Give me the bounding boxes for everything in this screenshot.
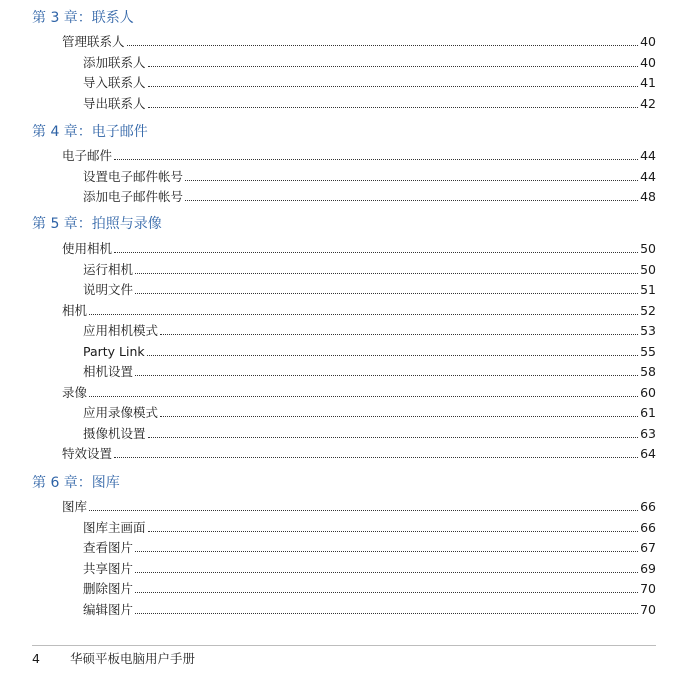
toc-entry-label: 编辑图片 (83, 601, 134, 617)
toc-entry-page-number: 50 (640, 261, 656, 277)
chapter-title: 第 6 章：图库 (32, 475, 120, 491)
toc-entry-page-number: 44 (640, 148, 656, 163)
toc-subsection-link[interactable] (83, 281, 656, 297)
toc-entry-page-number: 60 (640, 384, 656, 400)
toc-section-link[interactable] (62, 240, 656, 256)
dot-leader (148, 86, 639, 87)
toc-entry-page-number: 70 (640, 581, 656, 596)
dot-leader (135, 572, 638, 573)
toc-entry-page-number: 42 (640, 95, 656, 111)
dot-leader (135, 375, 638, 376)
toc-entry-page-number: 50 (640, 241, 656, 256)
dot-leader (160, 416, 638, 417)
dot-leader (185, 200, 638, 201)
dot-leader (135, 592, 638, 593)
toc-entry-page-number: 40 (640, 54, 656, 70)
toc-section-link[interactable] (62, 498, 656, 514)
dot-leader (89, 396, 638, 397)
toc-entry-label: 说明文件 (83, 282, 134, 297)
toc-entry-page-number: 53 (640, 323, 656, 338)
toc-subsection-link[interactable] (83, 343, 656, 359)
toc-subsection-link[interactable] (83, 601, 656, 617)
toc-entry-page-number: 70 (640, 601, 656, 617)
toc-entry-page-number: 40 (640, 34, 656, 49)
chapter-title: 第 3 章：联系人 (32, 10, 134, 26)
toc-entry-label: 特效设置 (62, 446, 113, 461)
toc-subsection-link[interactable] (83, 322, 656, 338)
toc-subsection-link[interactable] (83, 54, 656, 70)
toc-entry-page-number: 58 (640, 364, 656, 379)
toc-entry-page-number: 64 (640, 446, 656, 461)
toc-entry-page-number: 51 (640, 282, 656, 297)
footer-divider (32, 645, 656, 646)
toc-entry-label: 摄像机设置 (83, 425, 146, 441)
toc-entry-label: 添加电子邮件帐号 (83, 189, 184, 204)
dot-leader (135, 613, 638, 614)
toc-subsection-link[interactable] (83, 188, 656, 204)
dot-leader (89, 510, 638, 511)
toc-entry-page-number: 41 (640, 75, 656, 90)
toc-entry-label: 删除图片 (83, 581, 134, 596)
dot-leader (135, 293, 638, 294)
toc-entry-page-number: 66 (640, 519, 656, 535)
dot-leader (148, 437, 639, 438)
toc-entry-page-number: 66 (640, 499, 656, 514)
dot-leader (148, 107, 639, 108)
toc-entry-label: 使用相机 (62, 241, 113, 256)
toc-section-link[interactable] (62, 302, 656, 318)
toc-entry-label: 相机 (62, 302, 88, 318)
toc-entry-label: 管理联系人 (62, 34, 125, 49)
toc-subsection-link[interactable] (83, 580, 656, 596)
toc-entry-label: 录像 (62, 384, 88, 400)
toc-subsection-link[interactable] (83, 168, 656, 184)
toc-entry-label: 应用相机模式 (83, 323, 159, 338)
toc-subsection-link[interactable] (83, 95, 656, 111)
toc-section-link[interactable] (62, 147, 656, 163)
dot-leader (135, 551, 638, 552)
toc-entry-page-number: 48 (640, 189, 656, 204)
dot-leader (148, 66, 639, 67)
toc-subsection-link[interactable] (83, 363, 656, 379)
toc-entry-page-number: 67 (640, 540, 656, 555)
dot-leader (135, 273, 638, 274)
toc-section-link[interactable] (62, 33, 656, 49)
toc-entry-page-number: 69 (640, 560, 656, 576)
toc-entry-label: 设置电子邮件帐号 (83, 168, 184, 184)
toc-entry-label: 添加联系人 (83, 54, 146, 70)
toc-subsection-link[interactable] (83, 74, 656, 90)
footer-manual-title: 华硕平板电脑用户手册 (70, 651, 196, 666)
toc-subsection-link[interactable] (83, 261, 656, 277)
dot-leader (185, 180, 638, 181)
footer-page-number: 4 (32, 651, 40, 666)
toc-entry-label: 图库 (62, 499, 88, 514)
toc-entry-label: 共享图片 (83, 560, 134, 576)
dot-leader (114, 159, 638, 160)
toc-entry-label: 导出联系人 (83, 95, 146, 111)
toc-entry-label: 相机设置 (83, 364, 134, 379)
toc-entry-label: 查看图片 (83, 540, 134, 555)
toc-section-link[interactable] (62, 384, 656, 400)
dot-leader (127, 45, 639, 46)
dot-leader (89, 314, 638, 315)
toc-subsection-link[interactable] (83, 519, 656, 535)
toc-entry-label: 导入联系人 (83, 75, 146, 90)
dot-leader (114, 252, 638, 253)
toc-entry-label: 图库主画面 (83, 519, 146, 535)
toc-entry-label: 运行相机 (83, 261, 134, 277)
toc-entry-page-number: 61 (640, 405, 656, 420)
dot-leader (160, 334, 638, 335)
chapter-title: 第 4 章：电子邮件 (32, 124, 148, 140)
toc-section-link[interactable] (62, 445, 656, 461)
toc-entry-page-number: 55 (640, 343, 656, 359)
dot-leader (147, 355, 638, 356)
toc-entry-page-number: 63 (640, 425, 656, 441)
dot-leader (114, 457, 638, 458)
toc-entry-label: 电子邮件 (62, 148, 113, 163)
toc-subsection-link[interactable] (83, 404, 656, 420)
toc-subsection-link[interactable] (83, 560, 656, 576)
chapter-title: 第 5 章：拍照与录像 (32, 216, 162, 232)
toc-entry-label: Party Link (83, 343, 145, 359)
dot-leader (148, 531, 639, 532)
toc-subsection-link[interactable] (83, 425, 656, 441)
toc-subsection-link[interactable] (83, 539, 656, 555)
toc-entry-page-number: 52 (640, 302, 656, 318)
toc-entry-page-number: 44 (640, 168, 656, 184)
toc-entry-label: 应用录像模式 (83, 405, 159, 420)
